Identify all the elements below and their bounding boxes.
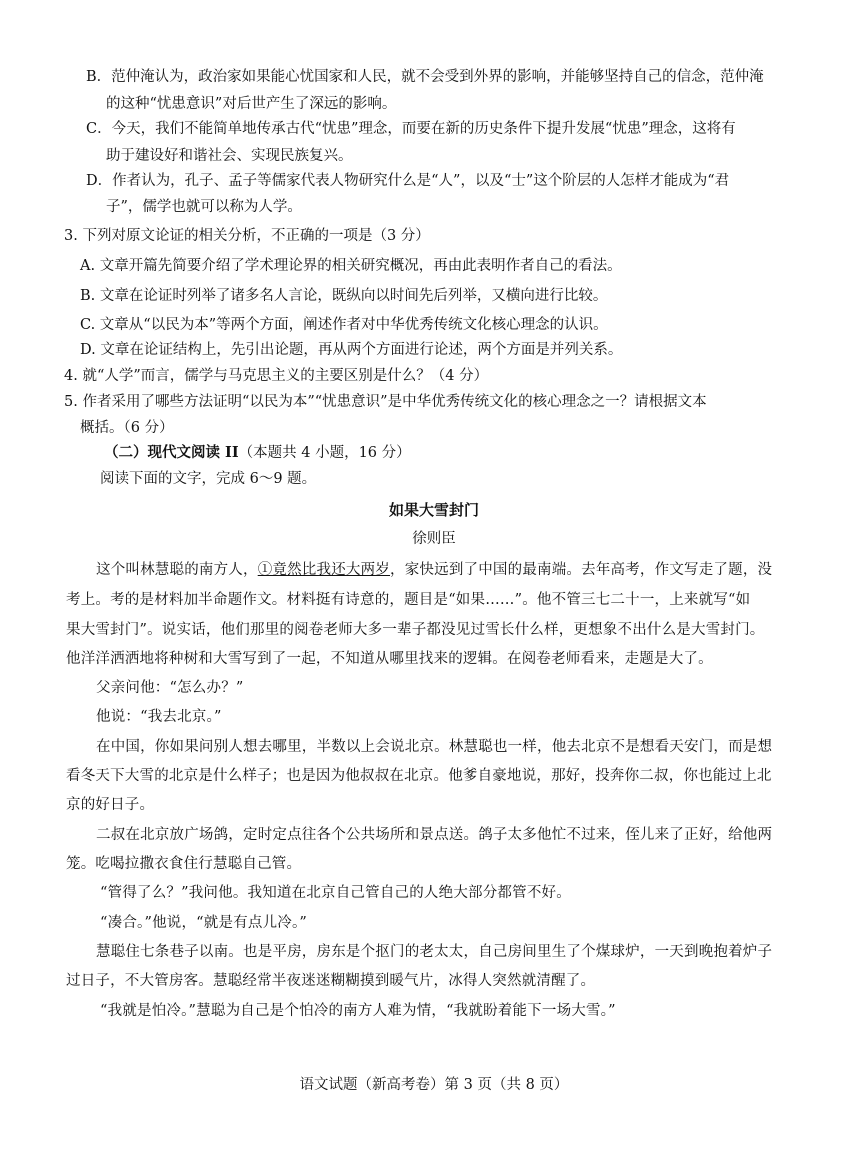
option-c-line1: C．今天，我们不能简单地传承古代“忧患”理念，而要在新的历史条件下提升发展“忧患”理念，这将有	[86, 121, 736, 137]
story-p1-underlined: ①竟然比我还大两岁	[257, 562, 391, 578]
story-p9: “我就是怕冷。”慧聪为自己是个怕冷的南方人难为情，“我就盼着能下一场大雪。”	[100, 1003, 616, 1019]
question-3-option-b: B. 文章在论证时列举了诸多名人言论，既纵向以时间先后列举，又横向进行比较。	[80, 288, 608, 304]
story-p7: “凑合。”他说，“就是有点儿冷。”	[100, 915, 308, 931]
section-2-title: （二）现代文阅读 II	[104, 444, 239, 461]
story-p1-line1	[96, 560, 772, 580]
story-p6: “管得了么？”我问他。我知道在北京自己管自己的人绝大部分都管不好。	[100, 885, 571, 901]
section-2-heading	[104, 443, 411, 463]
story-p1-line4: 他洋洋洒洒地将种树和大雪写到了一起，不知道从哪里找来的逻辑。在阅卷老师看来，走题是大了。	[66, 651, 713, 667]
question-3-stem: 3. 下列对原文论证的相关分析，不正确的一项是（3 分）	[64, 228, 430, 244]
story-p1-line2: 考上。考的是材料加半命题作文。材料挺有诗意的，题目是“如果……”。他不管三七二十一，上来就写“如	[66, 592, 751, 608]
question-5-line1: 5. 作者采用了哪些方法证明“以民为本”“忧患意识”是中华优秀传统文化的核心理念之一？请根据文本	[64, 394, 707, 410]
story-p4-line3: 京的好日子。	[66, 797, 155, 813]
option-b-line2: 的这种“忧患意识”对后世产生了深远的影响。	[106, 96, 397, 112]
story-author: 徐则臣	[412, 531, 456, 547]
option-d-line2: 子”，儒学也就可以称为人学。	[106, 199, 302, 215]
question-3-option-d: D. 文章在论证结构上，先引出论题，再从两个方面进行论述，两个方面是并列关系。	[80, 342, 623, 358]
question-3-option-a: A. 文章开篇先简要介绍了学术理论界的相关研究概况，再由此表明作者自己的看法。	[80, 258, 622, 274]
story-title: 如果大雪封门	[388, 501, 479, 519]
page-footer: 语文试题（新高考卷）第 3 页（共 8 页）	[299, 1077, 569, 1093]
story-p5-line1: 二叔在北京放广场鸽，定时定点往各个公共场所和景点送。鸽子太多他忙不过来，侄儿来了正好，给他两	[96, 827, 773, 843]
question-4: 4. 就“人学”而言，儒学与马克思主义的主要区别是什么？（4 分）	[64, 368, 489, 384]
story-p3: 他说：“我去北京。”	[96, 709, 222, 725]
story-p4-line2: 看冬天下大雪的北京是什么样子；也是因为他叔叔在北京。他爹自豪地说，那好，投奔你二叔，你也能过上北	[66, 768, 772, 784]
option-d-line1: D．作者认为，孔子、孟子等儒家代表人物研究什么是“人”，以及“士”这个阶层的人怎样才能成为“君	[86, 173, 730, 189]
story-p4-line1: 在中国，你如果问别人想去哪里，半数以上会说北京。林慧聪也一样，他去北京不是想看天安门，而是想	[96, 739, 773, 755]
option-c-line2: 助于建设好和谐社会、实现民族复兴。	[106, 148, 353, 164]
story-p5-line2: 笼。吃喝拉撒衣食住行慧聪自己管。	[66, 856, 302, 872]
question-3-option-c: C. 文章从“以民为本”等两个方面，阐述作者对中华优秀传统文化核心理念的认识。	[80, 317, 608, 333]
section-2-note: （本题共 4 小题，16 分）	[238, 445, 411, 461]
story-p8-line1: 慧聪住七条巷子以南。也是平房，房东是个抠门的老太太，自己房间里生了个煤球炉，一天到晚抱着炉子	[96, 944, 773, 960]
option-b-line1: B．范仲淹认为，政治家如果能心忧国家和人民，就不会受到外界的影响，并能够坚持自己的信念，范仲淹	[86, 69, 764, 85]
story-p2: 父亲问他：“怎么办？”	[96, 680, 244, 696]
story-p1-line3: 果大雪封门”。说实话，他们那里的阅卷老师大多一辈子都没见过雪长什么样，更想象不出什么是大雪封门。	[66, 622, 765, 638]
question-5-line2: 概括。（6 分）	[80, 420, 174, 436]
story-p1-pre: 这个叫林慧聪的南方人，	[96, 562, 258, 578]
story-p1-post: ，家快远到了中国的最南端。去年高考，作文写走了题，没	[390, 562, 773, 578]
story-p8-line2: 过日子，不大管房客。慧聪经常半夜迷迷糊糊摸到暖气片，冰得人突然就清醒了。	[66, 973, 596, 989]
section-2-instruction: 阅读下面的文字，完成 6～9 题。	[100, 471, 317, 487]
